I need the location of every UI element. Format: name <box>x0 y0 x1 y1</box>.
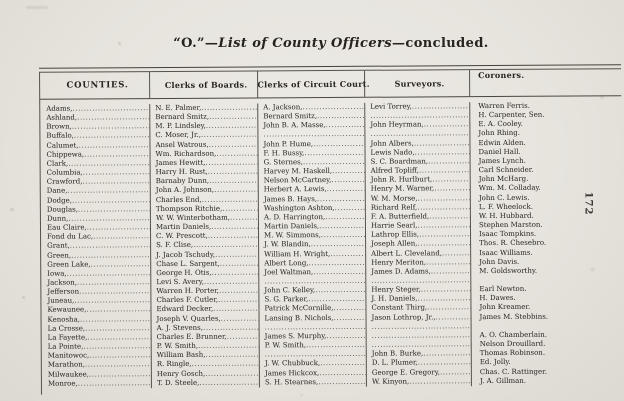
dot-leader <box>203 323 259 332</box>
county-cell: La Fayette, ..... <box>42 333 152 343</box>
dot-leader <box>417 203 470 212</box>
clerk_of_circuit_court-cell: Bernard Smitz, ..... <box>258 112 365 122</box>
clerk_of_boards-cell: Henry Gosch, ..... <box>152 369 260 379</box>
county-cell: Kewaunee, ..... <box>41 306 151 316</box>
surveyor-cell: John Heyrman, ..... <box>365 120 470 130</box>
dot-leader <box>372 331 471 341</box>
title-prefix: “O.”— <box>173 36 219 51</box>
dot-leader <box>331 176 364 185</box>
county-cell: Ashland, ..... <box>40 113 150 123</box>
clerk_of_circuit_court-cell: Nelson McCartney, ..... <box>259 176 366 186</box>
page-title <box>40 36 622 51</box>
dot-leader <box>265 350 366 360</box>
dot-leader <box>208 168 258 177</box>
dot-leader <box>84 150 149 159</box>
dot-leader <box>67 269 151 279</box>
dot-leader <box>201 103 257 112</box>
surveyor-cell: Albert L. Cleveland, ..... <box>366 249 471 259</box>
dot-leader <box>335 204 365 213</box>
coroner-cell: H. Carpenter, Sen. <box>478 110 545 120</box>
coroner-cell: A. O. Chamberlain. <box>479 330 547 340</box>
dot-leader <box>72 104 149 113</box>
coroner-cell: E. A. Cooley. <box>478 120 523 129</box>
county-cell: Green Lake, ..... <box>41 260 151 270</box>
clerk_of_circuit_court-cell: A. D. Harrington, ..... <box>259 213 366 223</box>
dot-leader <box>371 276 470 286</box>
dot-leader <box>193 241 258 250</box>
dot-leader <box>87 223 150 232</box>
clerk_of_circuit_court-cell: F. H. Bussy, ..... <box>259 149 366 159</box>
clerk_of_circuit_court-cell: Joel Waltman, ..... <box>259 268 366 278</box>
clerk_of_circuit_court-cell: Patrick McCornille, ..... <box>259 304 366 314</box>
county-officers-table <box>39 64 623 394</box>
surveyor-cell: D. L. Plumer, ..... <box>367 359 472 369</box>
clerk_of_circuit_court-cell: John P. Hume, ..... <box>258 139 365 149</box>
dot-leader <box>330 249 365 258</box>
dot-leader <box>218 296 258 305</box>
county-cell: Marathon, ..... <box>42 360 152 370</box>
dot-leader <box>70 241 150 250</box>
dot-leader <box>227 332 259 341</box>
coroner-cell: J. A. Gillman. <box>479 376 527 385</box>
clerk_of_circuit_court-cell: Harvey M. Haskell, ..... <box>259 167 366 177</box>
county-cell: Dane, ..... <box>41 187 151 197</box>
dot-leader <box>417 221 470 230</box>
clerk_of_boards-cell: Barnaby Dunn, ..... <box>151 177 259 187</box>
dot-leader <box>198 342 259 351</box>
dot-leader <box>211 222 258 231</box>
dot-leader <box>429 212 470 221</box>
dot-leader <box>424 120 470 129</box>
dot-leader <box>87 333 150 342</box>
clerk_of_boards-cell: Wm. Richardson, ..... <box>151 149 259 159</box>
dot-leader <box>427 304 470 313</box>
county-cell: Clark, ..... <box>41 159 151 169</box>
clerk_of_circuit_court-cell: J. W. Chubbuck, ..... <box>260 359 367 369</box>
dot-leader <box>419 166 470 175</box>
dot-leader <box>421 285 471 294</box>
dot-leader <box>372 340 471 350</box>
dot-leader <box>215 250 258 259</box>
county-cell: Dunn, ..... <box>41 214 151 224</box>
dot-leader <box>423 349 471 358</box>
title-suffix: —concluded. <box>392 36 489 51</box>
dot-leader <box>313 139 364 148</box>
clerk_of_boards-cell: A. J. Stevens, ..... <box>152 323 260 333</box>
dot-leader <box>321 231 365 240</box>
county-cell: Dodge, ..... <box>41 196 151 206</box>
clerk_of_boards-cell: Bernard Smitz, ..... <box>150 113 258 123</box>
clerk_of_boards-cell: George H. Otis, ..... <box>151 268 259 278</box>
table-header-row <box>39 69 621 100</box>
clerk_of_circuit_court-cell: James Hickcox, ..... <box>260 368 367 378</box>
dot-leader <box>83 168 150 177</box>
dot-leader <box>319 222 365 231</box>
dot-leader <box>264 277 365 287</box>
clerk_of_boards-cell: N. E. Palmer, ..... <box>150 103 258 113</box>
county-cell: Eau Claire, ..... <box>41 223 151 233</box>
dot-leader <box>306 341 366 350</box>
dot-leader <box>83 342 150 351</box>
header-clerks-of-boards: Clerks of Boards. <box>150 71 258 98</box>
clerk_of_boards-cell: M. P. Lindsley, ..... <box>150 122 258 132</box>
dot-leader <box>221 314 259 323</box>
surveyor-cell: George E. Gregory, ..... <box>367 368 472 378</box>
dot-leader <box>412 102 469 111</box>
dot-leader <box>89 370 151 379</box>
coroner-cell: John McHarg. <box>478 175 529 184</box>
dot-leader <box>93 232 150 241</box>
coroner-cell: Stephen Marston. <box>478 220 543 230</box>
dot-leader <box>372 322 471 332</box>
header-clerks-of-circuit-court: Clerks of Circuit Court. <box>258 71 365 98</box>
dot-leader <box>216 149 257 158</box>
clerk_of_boards-cell: William Bash, ..... <box>152 351 260 361</box>
dot-leader <box>205 369 259 378</box>
dot-leader <box>370 130 469 140</box>
dot-leader <box>414 139 470 148</box>
dot-leader <box>370 111 469 121</box>
clerk_of_boards-cell: W. W. Winterbotham, ..... <box>151 213 259 223</box>
dot-leader <box>89 351 151 360</box>
clerk_of_circuit_court-cell: William H. Wright, ..... <box>259 249 366 259</box>
county-cell: Brown, ..... <box>40 122 150 132</box>
dot-leader <box>199 378 259 387</box>
coroner-cell: Earl Newton. <box>479 284 527 294</box>
dot-leader <box>230 213 258 222</box>
clerk_of_boards-cell: C. Moser, Jr., ..... <box>150 131 258 141</box>
scan-speck <box>10 208 14 211</box>
dot-leader <box>304 149 364 158</box>
dot-leader <box>209 177 258 186</box>
dot-leader <box>202 195 258 204</box>
county-cell: Monroe, ..... <box>42 379 152 389</box>
county-cell: Crawford, ..... <box>41 177 151 187</box>
clerk_of_boards-cell: Charles E. Brunner, ..... <box>152 332 260 342</box>
clerk_of_boards-cell: Chase L. Sargent, ..... <box>151 259 259 269</box>
county-cell: La Crosse, ..... <box>42 324 152 334</box>
header-coroners: Coroners. <box>478 69 525 81</box>
surveyor-cell: Alfred Topliff, ..... <box>366 166 471 176</box>
coroner-cell: L. F. Wheelock. <box>478 202 534 211</box>
dot-leader <box>263 130 364 140</box>
clerk_of_boards-cell: Charles F. Cutler, ..... <box>151 296 259 306</box>
dot-leader <box>68 214 150 223</box>
dot-leader <box>219 287 258 296</box>
clerk_of_circuit_court-cell: John B. A. Masse, ..... <box>258 121 365 131</box>
dot-leader <box>333 304 365 313</box>
surveyor-cell: Joseph Allen, ..... <box>366 239 471 249</box>
page-number: 172 <box>582 191 594 216</box>
clerk_of_boards-cell: Levi S. Avery, ..... <box>151 277 259 287</box>
title-italic: List of County Officers <box>218 36 393 51</box>
clerk_of_circuit_court-cell: S. G. Parker, ..... <box>259 295 366 305</box>
surveyor-cell: Henry Steger, ..... <box>366 285 471 295</box>
dot-leader <box>78 205 150 214</box>
dot-leader <box>431 267 470 276</box>
dot-leader <box>208 232 258 241</box>
clerk_of_boards-cell: Martin Daniels, ..... <box>151 222 259 232</box>
clerk_of_boards-cell: J. Jacob Tschudy, ..... <box>151 250 259 260</box>
dot-leader <box>436 313 471 322</box>
dot-leader <box>442 249 470 258</box>
dot-leader <box>415 148 470 157</box>
coroner-cell: James M. Stebbins. <box>479 312 549 321</box>
dot-leader <box>318 377 366 386</box>
dot-leader <box>213 305 258 314</box>
clerk_of_boards-cell: S. F. Clise, ..... <box>151 241 259 251</box>
dot-leader <box>192 360 259 369</box>
dot-leader <box>205 351 258 360</box>
coroner-cell: James Lynch. <box>478 156 526 166</box>
dot-leader <box>303 158 365 167</box>
surveyor-cell: J. H. Daniels, ..... <box>366 294 471 304</box>
dot-leader <box>326 332 365 341</box>
dot-leader <box>209 140 258 149</box>
dot-leader <box>78 379 151 388</box>
dot-leader <box>334 313 366 322</box>
clerk_of_circuit_court-cell: S. H. Stearnes, ..... <box>260 377 367 387</box>
surveyor-cell: John R. Hurlburt, ..... <box>366 175 471 185</box>
surveyor-cell: W. Kinyon, ..... <box>367 377 472 387</box>
coroner-cell: Thos. R. Chesebro. <box>479 239 547 248</box>
dot-leader <box>332 167 365 176</box>
dot-leader <box>313 268 365 277</box>
surveyor-cell: John B. Burke, ..... <box>367 349 472 359</box>
dot-leader <box>85 360 151 369</box>
coroner-cell: John Rhing. <box>478 129 520 138</box>
county-cell: Kenosha, ..... <box>42 315 152 325</box>
dot-leader <box>214 186 258 195</box>
county-cell: Grant, ..... <box>41 241 151 251</box>
coroner-cell: Carl Schneider. <box>478 165 534 175</box>
dot-leader <box>79 141 150 150</box>
surveyor-cell: James D. Adams, ..... <box>366 267 471 277</box>
clerk_of_boards-cell: R. Ringle, ..... <box>152 360 260 370</box>
surveyor-cell: Jason Lothrop, Jr., ..... <box>367 313 472 323</box>
coroner-cell: Edwin Alden. <box>478 138 526 147</box>
dot-leader <box>417 294 470 303</box>
dot-leader <box>222 204 258 213</box>
clerk_of_circuit_court-cell: James B. Hays, ..... <box>259 194 366 204</box>
dot-leader <box>419 230 470 239</box>
dot-leader <box>86 306 150 315</box>
scan-speck <box>300 394 303 396</box>
clerk_of_circuit_court-cell: A. Jackson, ..... <box>258 103 365 113</box>
coroner-cell: Thomas Robinson. <box>479 348 546 358</box>
dot-leader <box>220 259 258 268</box>
surveyor-cell: Lewis Nado, ..... <box>366 148 471 158</box>
surveyor-cell: Henry Meriton, ..... <box>366 258 471 268</box>
clerk_of_circuit_court-cell: J. W. Blandin, ..... <box>259 240 366 250</box>
clerk_of_boards-cell: Thompson Ritchie, ..... <box>151 204 259 214</box>
clerk_of_boards-cell: Charles End, ..... <box>151 195 259 205</box>
surveyor-cell: Henry M. Warner, ..... <box>366 185 471 195</box>
coroner-cell: Wm. M. Colladay. <box>478 184 541 193</box>
header-counties: COUNTIES. <box>40 72 150 99</box>
surveyor-cell: W. M. Morse, ..... <box>366 194 471 204</box>
clerk_of_boards-cell: P. W. Smith, ..... <box>152 342 260 352</box>
dot-leader <box>417 239 470 248</box>
clerk_of_circuit_court-cell: M. W. Simmons, ..... <box>259 231 366 241</box>
county-cell: Chippewa, ..... <box>41 150 151 160</box>
scan-smudge <box>26 6 48 9</box>
county-cell: Juneau, ..... <box>41 296 151 306</box>
dot-leader <box>315 286 365 295</box>
county-cell: Fond du Lac, ..... <box>41 232 151 242</box>
county-cell: Iowa, ..... <box>41 269 151 279</box>
dot-leader <box>428 157 470 166</box>
county-cell: Buffalo, ..... <box>40 132 150 142</box>
dot-leader <box>426 258 470 267</box>
coroner-cell: H. Dawes. <box>479 294 516 303</box>
dot-leader <box>212 268 259 277</box>
clerk_of_circuit_court-cell: James S. Murphy, ..... <box>260 332 367 342</box>
county-cell: Jefferson ..... <box>41 287 151 297</box>
table-body <box>39 96 623 394</box>
clerk_of_circuit_court-cell: P. W. Smith, ..... <box>260 341 367 351</box>
dot-leader <box>77 113 149 122</box>
dot-leader <box>327 185 365 194</box>
county-cell: Jackson, ..... <box>41 278 151 288</box>
clerk_of_boards-cell: C. W. Prescott, ..... <box>151 232 259 242</box>
surveyor-cell: Levi Torrey, ..... <box>365 102 470 112</box>
dot-leader <box>67 187 149 197</box>
dot-leader <box>265 323 366 333</box>
clerk_of_circuit_court-cell: John C. Kelley, ..... <box>259 286 366 296</box>
dot-leader <box>418 194 470 203</box>
coroner-cell: Daniel Hall. <box>478 147 521 156</box>
dot-leader <box>77 278 150 287</box>
coroner-cell: W. H. Hubbard. <box>478 211 534 220</box>
surveyor-cell: John Albers, ..... <box>365 139 470 149</box>
dot-leader <box>74 296 150 305</box>
coroner-cell: Ed. Jolly. <box>479 358 511 367</box>
dot-leader <box>432 175 469 184</box>
coroner-cell: Nelson Drouillard. <box>479 339 546 349</box>
dot-leader <box>82 177 149 186</box>
dot-leader <box>91 260 151 269</box>
dot-leader <box>74 132 150 141</box>
surveyor-cell: S. C. Boardman, ..... <box>366 157 471 167</box>
coroner-cell: M. Goldsworthy. <box>479 266 538 275</box>
dot-leader <box>80 315 151 324</box>
dot-leader <box>71 251 150 260</box>
dot-leader <box>418 359 471 368</box>
header-surveyors: Surveyors. <box>365 70 470 97</box>
clerk_of_boards-cell: Warren H. Porter, ..... <box>151 287 259 297</box>
coroner-cell: Warren Ferris. <box>478 101 530 111</box>
dot-leader <box>209 113 257 122</box>
surveyor-cell: F. A. Butterfield, ..... <box>366 212 471 222</box>
county-cell: Columbia, ..... <box>41 168 151 178</box>
coroner-cell: John C. Lewis. <box>478 193 530 202</box>
clerk_of_circuit_court-cell: Herbert A. Lewis, ..... <box>259 185 366 195</box>
dot-leader <box>206 122 258 131</box>
coroner-cell: Chas. C. Rattinger. <box>479 367 547 376</box>
dot-leader <box>309 258 366 267</box>
clerk_of_circuit_court-cell: G. Sternes, ..... <box>259 158 366 168</box>
county-cell: Green, ..... <box>41 251 151 261</box>
county-cell: Manitowoc, ..... <box>42 351 152 361</box>
dot-leader <box>68 159 149 168</box>
clerk_of_circuit_court-cell: Washington Ashton, ..... <box>259 204 366 214</box>
dot-leader <box>440 368 471 377</box>
surveyor-cell: Richard Relf, ..... <box>366 203 471 213</box>
coroner-cell: John Kreamer. <box>479 303 531 312</box>
dot-leader <box>325 213 365 222</box>
dot-leader <box>72 122 150 131</box>
dot-leader <box>302 103 364 112</box>
dot-leader <box>311 240 365 249</box>
scan-speck <box>22 296 25 299</box>
coroner-cell: John Davis. <box>479 257 520 266</box>
clerk_of_boards-cell: Joseph V. Quarles, ..... <box>152 314 260 324</box>
dot-leader <box>317 194 365 203</box>
dot-leader <box>79 287 150 296</box>
clerk_of_circuit_court-cell: Martin Daniels, ..... <box>259 222 366 232</box>
clerk_of_boards-cell: T. D. Steele, ..... <box>152 378 260 388</box>
surveyor-cell: Lathrop Ellis, ..... <box>366 230 471 240</box>
coroner-cell: Isaac Williams. <box>479 248 533 257</box>
coroner-cell: Isaac Tompkins. <box>479 229 537 239</box>
dot-leader <box>326 121 365 130</box>
dot-leader <box>72 196 150 205</box>
dot-leader <box>205 158 257 167</box>
surveyor-cell: Harrie Searl, ..... <box>366 221 471 231</box>
clerk_of_circuit_court-cell: Lansing B. Nichols, ..... <box>260 313 367 323</box>
dot-leader <box>409 377 471 386</box>
dot-leader <box>320 359 366 368</box>
county-cell: Calumet, ..... <box>40 141 150 151</box>
clerk_of_boards-cell: Edward Decker, ..... <box>151 305 259 315</box>
county-cell: Adams, ..... <box>40 104 150 114</box>
dot-leader <box>317 112 364 121</box>
surveyor-cell: Constant Thirg, ..... <box>366 304 471 314</box>
county-cell: Douglas, ..... <box>41 205 151 215</box>
clerk_of_boards-cell: Ansel Watrous, ..... <box>150 140 258 150</box>
dot-leader <box>204 277 258 286</box>
clerk_of_circuit_court-cell: Albert Long, ..... <box>259 258 366 268</box>
dot-leader <box>85 324 151 333</box>
county-cell: La Pointe, ..... <box>42 342 152 352</box>
dot-leader <box>319 368 366 377</box>
dot-leader <box>201 131 258 140</box>
clerk_of_boards-cell: Harry H. Rust, ..... <box>151 168 259 178</box>
dot-leader <box>308 295 365 304</box>
county-cell: Milwaukee, ..... <box>42 370 152 380</box>
clerk_of_boards-cell: James Hewitt, ..... <box>151 158 259 168</box>
clerk_of_boards-cell: John A. Johnson, ..... <box>151 186 259 196</box>
dot-leader <box>434 185 470 194</box>
